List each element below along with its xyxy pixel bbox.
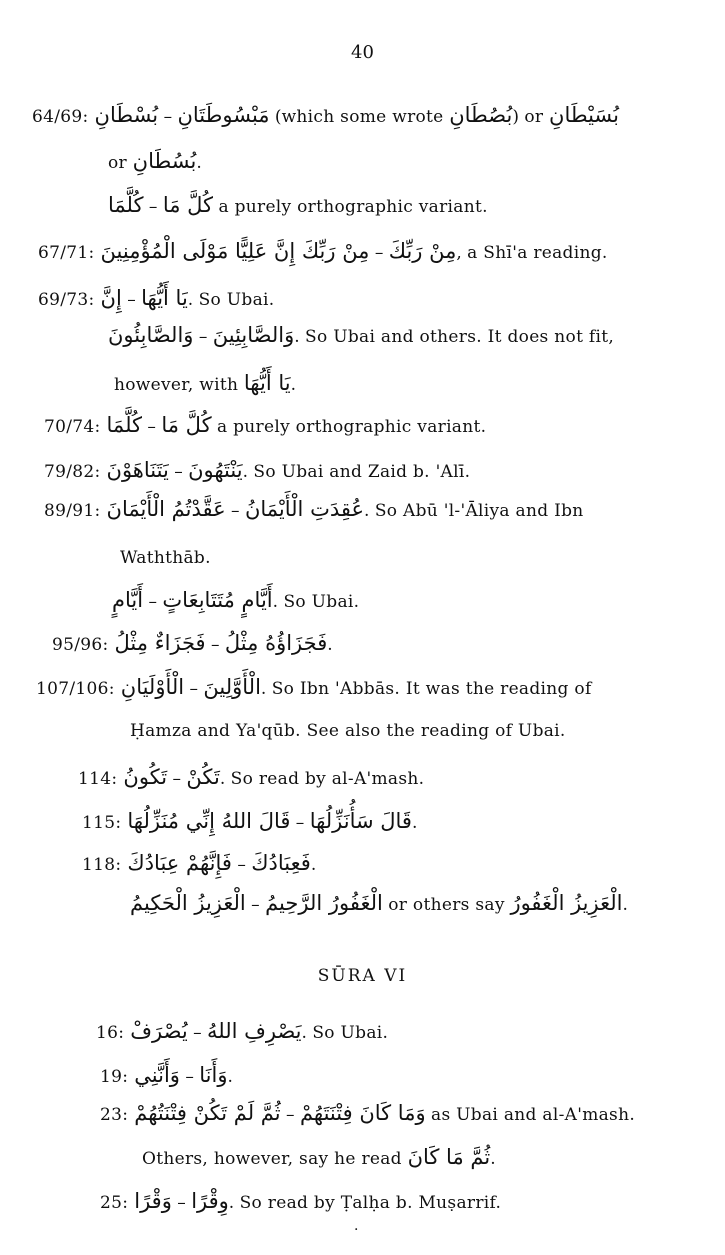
verse-reference: 118: <box>82 855 122 875</box>
english-text: . <box>227 1067 233 1087</box>
arabic-text: أَيَّامٍ مُتَتَابِعَاتٍ <box>162 588 273 612</box>
arabic-text: وَمَا كَانَ فِتْنَتَهُمْ <box>299 1101 426 1125</box>
arabic-text: بُسَيْطَانِ <box>549 103 620 127</box>
arabic-text: الْعَزِيزُ الْحَكِيمُ <box>130 891 246 915</box>
verse-reference: 67/71: <box>38 243 95 263</box>
arabic-text: الْغَفُورُ الرَّحِيمُ <box>265 891 383 915</box>
verse-reference: 19: <box>100 1067 129 1087</box>
english-text: Waththāb. <box>120 548 211 568</box>
arabic-text: مَبْسُوطَتَانِ <box>177 103 270 127</box>
text-line <box>100 1186 501 1218</box>
arabic-text: يُصْرَفْ <box>130 1019 188 1043</box>
text-line <box>96 1016 388 1048</box>
english-text: . So read by Ṭalḥa b. Muṣarrif. <box>228 1193 502 1213</box>
english-text: – <box>143 197 163 217</box>
arabic-text: كُلَّمَا <box>106 413 143 437</box>
arabic-text: فَإِنَّهُمْ عِبَادُكَ <box>127 851 232 875</box>
english-text: a purely orthographic variant. <box>211 417 487 437</box>
english-text: – <box>225 501 245 521</box>
text-line <box>38 283 274 315</box>
english-text: Others, however, say he read <box>142 1149 408 1169</box>
verse-reference: 70/74: <box>44 417 101 437</box>
verse-reference: 107/106: <box>36 679 115 699</box>
arabic-text: فَعِبَادُكَ <box>251 851 311 875</box>
text-line <box>142 1142 496 1174</box>
arabic-text: الْأَوْلَيَانِ <box>120 675 185 699</box>
text-line <box>100 1098 635 1130</box>
arabic-text: تَكُونُ <box>123 765 168 789</box>
text-line <box>78 762 424 794</box>
english-text: – <box>193 327 213 347</box>
sura-heading: SŪRA VI <box>317 966 408 986</box>
text-line <box>100 1060 233 1092</box>
arabic-text: قَالَ اللهُ إِنِّي مُنَزِّلُهَا <box>127 809 291 833</box>
english-text: . So Ubai. <box>187 290 275 310</box>
arabic-text: ثُمَّ لَمْ تَكُنْ فِتْنَتُهُمْ <box>134 1101 281 1125</box>
text-line <box>108 320 614 352</box>
english-text: – <box>171 1193 192 1213</box>
text-line <box>32 100 619 132</box>
english-text: – <box>290 813 310 833</box>
english-text: or others say <box>382 895 511 915</box>
arabic-text: وَقْرًا <box>134 1189 172 1213</box>
arabic-text: مِنْ رَبِّكَ إِنَّ عَلِيًّا مَوْلَى الْمُؤْمِنِينَ <box>100 239 370 263</box>
english-text: – <box>167 769 187 789</box>
arabic-text: كُلَّ مَا <box>161 413 212 437</box>
arabic-text: عَقَّدْتُمُ الْأَيْمَانَ <box>106 497 226 521</box>
arabic-text: قَالَ سَأُنَزِّلُهَا <box>309 809 412 833</box>
text-line <box>120 543 211 573</box>
arabic-text: بُصُطَانِ <box>449 103 513 127</box>
arabic-text: يَصْرِفِ اللهُ <box>207 1019 302 1043</box>
arabic-text: يَا أَيُّهَا <box>141 286 188 310</box>
english-text: – <box>168 462 189 482</box>
english-text: – <box>231 855 252 875</box>
arabic-text: فَجَزَاءٌ مِثْلُ <box>114 631 206 655</box>
text-line <box>52 628 333 660</box>
english-text: . <box>490 1149 496 1169</box>
english-text: , a Shī'a reading. <box>456 243 608 263</box>
english-text: . So Ubai. <box>272 592 360 612</box>
footer-mark: · <box>354 1222 359 1238</box>
english-text: Ḥamza and Ya'qūb. See also the reading of Ubai. <box>130 721 566 741</box>
english-text: – <box>280 1105 300 1125</box>
text-line <box>108 190 488 222</box>
english-text: . So Ubai and Zaid b. 'Alī. <box>242 462 471 482</box>
english-text: ) or <box>512 107 550 127</box>
arabic-text: وِقْرًا <box>191 1189 229 1213</box>
arabic-text: الْأَوَّلِينَ <box>203 675 261 699</box>
text-line <box>130 716 566 746</box>
english-text: – <box>187 1023 207 1043</box>
verse-reference: 79/82: <box>44 462 101 482</box>
english-text: . <box>290 375 296 395</box>
arabic-text: إِنَّ <box>100 286 122 310</box>
english-text: as Ubai and al-A'mash. <box>425 1105 636 1125</box>
arabic-text: كُلَّ مَا <box>162 193 214 217</box>
text-line <box>38 236 608 268</box>
arabic-text: كُلَّمَا <box>108 193 144 217</box>
english-text: – <box>184 679 204 699</box>
text-line <box>44 410 486 442</box>
verse-reference: 114: <box>78 769 118 789</box>
arabic-text: ثُمَّ مَا كَانَ <box>407 1145 491 1169</box>
text-line <box>114 368 296 400</box>
text-line <box>82 848 316 880</box>
english-text: . <box>622 895 628 915</box>
text-line <box>130 888 628 920</box>
english-text: – <box>205 635 225 655</box>
text-line <box>112 585 359 617</box>
arabic-text: بُسْطَانِ <box>94 103 159 127</box>
text-line <box>44 494 584 526</box>
arabic-text: يَا أَيُّهَا <box>243 371 291 395</box>
page-number: 40 <box>351 42 374 63</box>
english-text: however, with <box>114 375 244 395</box>
english-text: . <box>310 855 317 875</box>
text-line <box>108 146 202 178</box>
verse-reference: 69/73: <box>38 290 95 310</box>
english-text: . <box>411 813 418 833</box>
english-text: a purely orthographic variant. <box>213 197 488 217</box>
arabic-text: وَالصَّابِئُونَ <box>108 323 194 347</box>
english-text: – <box>158 107 178 127</box>
arabic-text: يَنْتَهُونَ <box>188 458 243 482</box>
english-text: – <box>245 895 266 915</box>
verse-reference: 89/91: <box>44 501 101 521</box>
verse-reference: 115: <box>82 813 122 833</box>
english-text: – <box>142 417 162 437</box>
english-text: . So Ibn 'Abbās. It was the reading of <box>260 679 592 699</box>
text-line <box>36 672 592 704</box>
arabic-text: تَكُنْ <box>186 765 220 789</box>
english-text: – <box>369 243 389 263</box>
english-text: – <box>143 592 163 612</box>
arabic-text: يَتَنَاهَوْنَ <box>106 458 169 482</box>
arabic-text: أَيَّامٍ <box>112 588 144 612</box>
verse-reference: 23: <box>100 1105 129 1125</box>
verse-reference: 95/96: <box>52 635 109 655</box>
arabic-text: وَأَنَا <box>199 1063 228 1087</box>
arabic-text: وَالصَّابِئِينَ <box>212 323 295 347</box>
verse-reference: 64/69: <box>32 107 89 127</box>
english-text: . <box>196 153 202 173</box>
arabic-text: عُقِدَتِ الْأَيْمَانُ <box>244 497 365 521</box>
english-text: or <box>108 153 133 173</box>
arabic-text: فَجَزَاؤُهُ مِثْلُ <box>224 631 328 655</box>
text-line <box>44 455 470 487</box>
arabic-text: الْعَزِيزُ الْغَفُورُ <box>510 891 623 915</box>
english-text: . So read by al-A'mash. <box>219 769 425 789</box>
arabic-text: مِنْ رَبِّكَ <box>388 239 457 263</box>
english-text: . So Ubai and others. It does not fit, <box>294 327 615 347</box>
verse-reference: 25: <box>100 1193 129 1213</box>
english-text: (which some wrote <box>269 107 450 127</box>
verse-reference: 16: <box>96 1023 125 1043</box>
arabic-text: وَأَنَّنِي <box>134 1063 180 1087</box>
english-text: . <box>327 635 333 655</box>
english-text: . So Ubai. <box>301 1023 389 1043</box>
text-line <box>82 806 417 838</box>
english-text: – <box>179 1067 200 1087</box>
english-text: . So Abū 'l-'Āliya and Ibn <box>364 501 584 521</box>
english-text: – <box>121 290 142 310</box>
arabic-text: بُسُطَانِ <box>132 149 197 173</box>
